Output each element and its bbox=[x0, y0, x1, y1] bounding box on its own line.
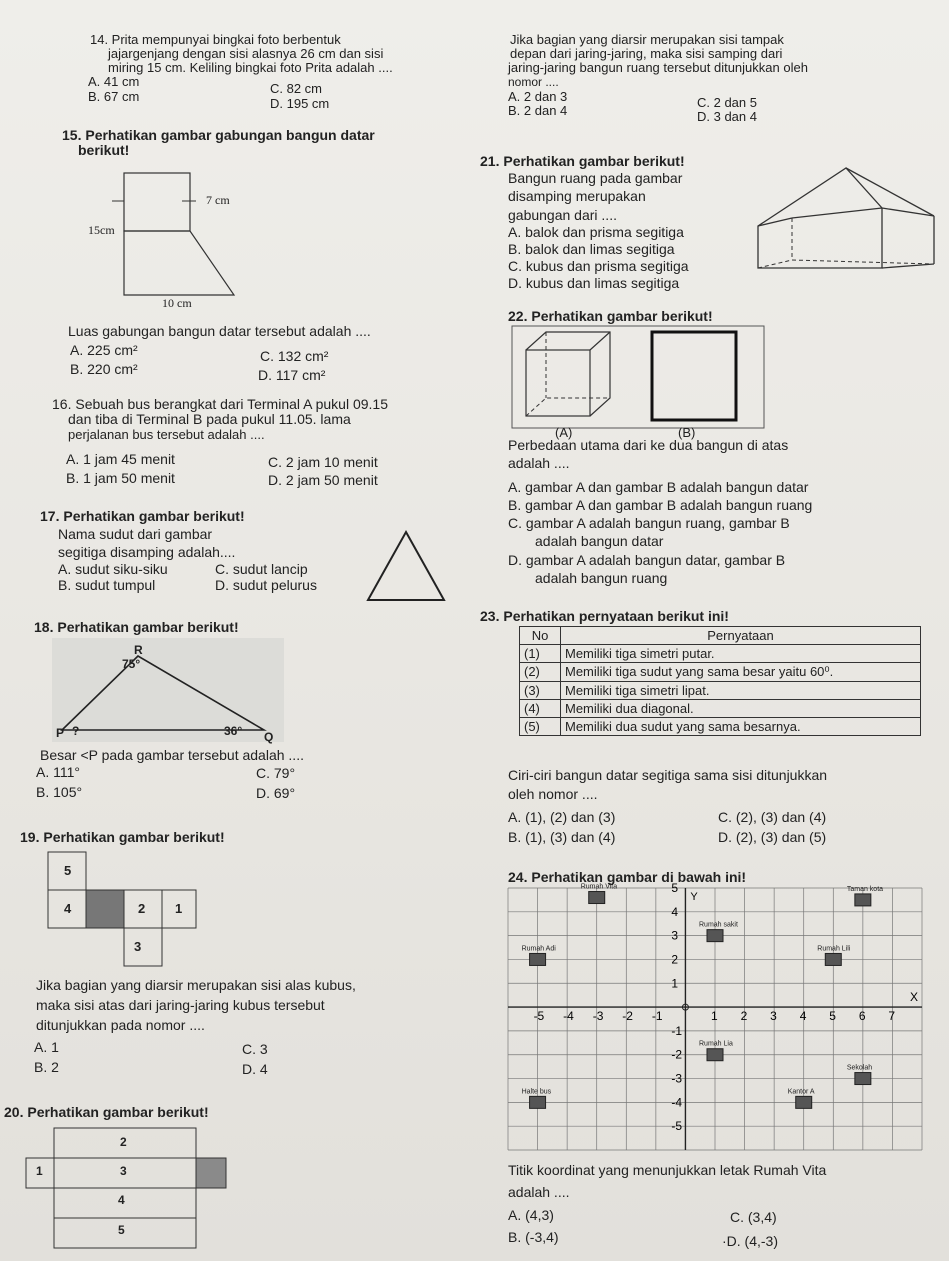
q23-statement-table bbox=[519, 626, 921, 736]
q22-option-c2: adalah bangun datar bbox=[535, 533, 664, 549]
q19-net-3: 3 bbox=[134, 939, 142, 954]
q18-vertex-q: Q bbox=[264, 730, 274, 744]
q19-option-a: A. 1 bbox=[34, 1039, 59, 1055]
q23-option-c: C. (2), (3) dan (4) bbox=[718, 809, 827, 825]
q22-line2: Perbedaan utama dari ke dua bangun di atas bbox=[508, 437, 789, 453]
q21-solid-figure bbox=[752, 160, 942, 276]
q24-option-b: B. (-3,4) bbox=[508, 1229, 559, 1245]
y-axis-label: Y bbox=[690, 891, 698, 903]
q16-line2: dan tiba di Terminal B pada pukul 11.05. lama bbox=[68, 411, 351, 427]
q15-option-c: C. 132 cm² bbox=[260, 348, 329, 364]
q21-option-d: D. kubus dan limas segitiga bbox=[508, 275, 680, 291]
q16-option-c: C. 2 jam 10 menit bbox=[268, 454, 378, 470]
place-label: Halte bus bbox=[521, 1088, 552, 1096]
table-row bbox=[520, 700, 921, 718]
q18-option-b: B. 105° bbox=[36, 784, 83, 800]
y-tick-label: -3 bbox=[671, 1071, 683, 1086]
q16-option-a: A. 1 jam 45 menit bbox=[66, 451, 175, 467]
q19-line4: ditunjukkan pada nomor .... bbox=[36, 1017, 205, 1033]
q22-label-b: (B) bbox=[678, 425, 696, 440]
q14r-line3: jaring-jaring bangun ruang tersebut ditunjukkan oleh bbox=[508, 60, 808, 75]
x-tick-label: -2 bbox=[622, 1009, 633, 1024]
q17-line1: 17. Perhatikan gambar berikut! bbox=[40, 508, 245, 524]
q23-row5-no: (5) bbox=[520, 718, 561, 736]
q14r-line2: depan dari jaring-jaring, maka sisi samping dari bbox=[510, 46, 783, 61]
q22-line1: 22. Perhatikan gambar berikut! bbox=[508, 308, 713, 324]
q15-option-a: A. 225 cm² bbox=[70, 342, 138, 358]
q24-coordinate-grid bbox=[508, 881, 922, 1150]
q17-option-a: A. sudut siku-siku bbox=[58, 561, 168, 577]
place-label: Rumah Vita bbox=[580, 883, 618, 891]
q16-line3: perjalanan bus tersebut adalah .... bbox=[68, 427, 265, 442]
y-tick-label: 4 bbox=[671, 904, 679, 919]
y-tick-label: -4 bbox=[671, 1095, 683, 1110]
q23-row2-text: Memiliki tiga sudut yang sama besar yaitu 60⁰. bbox=[561, 663, 921, 682]
place-marker bbox=[855, 894, 871, 906]
table-row bbox=[520, 718, 921, 736]
q19-option-c: C. 3 bbox=[242, 1041, 268, 1057]
q23-option-b: B. (1), (3) dan (4) bbox=[508, 829, 616, 845]
q18-option-a: A. 111° bbox=[36, 764, 80, 780]
q21-option-a: A. balok dan prisma segitiga bbox=[508, 224, 684, 240]
x-tick-label: -3 bbox=[592, 1009, 604, 1024]
q23-row3-no: (3) bbox=[520, 682, 561, 700]
q24-line2: Titik koordinat yang menunjukkan letak Rumah Vita bbox=[508, 1162, 827, 1178]
q19-option-b: B. 2 bbox=[34, 1059, 59, 1075]
q23-header-no: No bbox=[520, 627, 561, 645]
y-tick-label: 3 bbox=[671, 928, 679, 943]
q22-figures bbox=[512, 326, 764, 428]
q17-line2: Nama sudut dari gambar bbox=[58, 526, 213, 542]
q14r-line1: Jika bagian yang diarsir merupakan sisi tampak bbox=[510, 32, 784, 47]
q19-net-5: 5 bbox=[64, 863, 72, 878]
x-tick-label: 4 bbox=[799, 1009, 807, 1024]
q18-option-d: D. 69° bbox=[256, 785, 296, 801]
q18-vertex-p: P bbox=[56, 726, 65, 740]
place-marker bbox=[855, 1073, 871, 1085]
q14r-option-a: A. 2 dan 3 bbox=[508, 89, 568, 104]
place-marker bbox=[707, 1049, 723, 1061]
y-tick-label: -1 bbox=[671, 1023, 683, 1038]
q19-line2: Jika bagian yang diarsir merupakan sisi alas kubus, bbox=[36, 977, 356, 993]
q21-option-c: C. kubus dan prisma segitiga bbox=[508, 258, 689, 274]
y-tick-label: -5 bbox=[671, 1119, 683, 1134]
q19-net-2: 2 bbox=[138, 901, 146, 916]
x-tick-label: 3 bbox=[770, 1009, 777, 1024]
q22-label-a: (A) bbox=[555, 425, 573, 440]
q23-header-statement: Pernyataan bbox=[561, 627, 921, 645]
q16-option-d: D. 2 jam 50 menit bbox=[268, 472, 378, 488]
q20-line1: 20. Perhatikan gambar berikut! bbox=[4, 1104, 209, 1120]
q21-option-b: B. balok dan limas segitiga bbox=[508, 241, 675, 257]
q18-angle-unknown: ? bbox=[72, 724, 80, 738]
q20-cube-net bbox=[26, 1128, 230, 1252]
q20-net-2: 2 bbox=[120, 1135, 127, 1149]
q23-row2-no: (2) bbox=[520, 663, 561, 682]
q14-line3: miring 15 cm. Keliling bingkai foto Prita adalah .... bbox=[108, 60, 393, 75]
q17-option-b: B. sudut tumpul bbox=[58, 577, 156, 593]
q16-option-b: B. 1 jam 50 menit bbox=[66, 470, 175, 486]
q23-row4-no: (4) bbox=[520, 700, 561, 718]
q15-option-b: B. 220 cm² bbox=[70, 361, 138, 377]
q21-line4: gabungan dari .... bbox=[508, 207, 617, 223]
place-marker bbox=[707, 930, 723, 942]
q18-line1: 18. Perhatikan gambar berikut! bbox=[34, 619, 239, 635]
q18-angle-36: 36° bbox=[224, 724, 243, 738]
q15-line1: 15. Perhatikan gambar gabungan bangun datar bbox=[62, 127, 375, 143]
q15-line2: berikut! bbox=[78, 142, 130, 158]
q23-row5-text: Memiliki dua sudut yang sama besarnya. bbox=[561, 718, 921, 736]
place-marker bbox=[589, 892, 605, 904]
q22-option-d1: D. gambar A adalah bangun datar, gambar B bbox=[508, 552, 786, 568]
q18-question: Besar <P pada gambar tersebut adalah .... bbox=[40, 747, 304, 763]
q14-option-c: C. 82 cm bbox=[270, 81, 323, 96]
table-row bbox=[520, 663, 921, 682]
place-marker bbox=[530, 1096, 546, 1108]
q21-line2: Bangun ruang pada gambar bbox=[508, 170, 683, 186]
place-label: Sekolah bbox=[846, 1064, 873, 1072]
x-tick-label: 6 bbox=[858, 1009, 866, 1024]
place-label: Kantor A bbox=[787, 1088, 815, 1096]
x-tick-label: 1 bbox=[711, 1009, 718, 1024]
place-marker bbox=[530, 953, 546, 965]
q23-row4-text: Memiliki dua diagonal. bbox=[561, 700, 921, 718]
q15-question: Luas gabungan bangun datar tersebut adalah .... bbox=[68, 323, 371, 339]
q14r-option-d: D. 3 dan 4 bbox=[697, 109, 757, 124]
place-marker bbox=[796, 1096, 812, 1108]
x-tick-label: 5 bbox=[829, 1009, 836, 1024]
table-row bbox=[520, 645, 921, 663]
q23-line2: Ciri-ciri bangun datar segitiga sama sisi ditunjukkan bbox=[508, 767, 828, 783]
x-tick-label: 2 bbox=[740, 1009, 748, 1024]
x-axis-label: X bbox=[910, 990, 919, 1005]
q19-net-1: 1 bbox=[175, 901, 183, 916]
q21-line1: 21. Perhatikan gambar berikut! bbox=[480, 153, 685, 169]
q18-triangle-figure bbox=[52, 638, 284, 742]
x-tick-label: 7 bbox=[888, 1009, 896, 1024]
q16-line1: 16. Sebuah bus berangkat dari Terminal A pukul 09.15 bbox=[52, 396, 388, 412]
q23-row1-text: Memiliki tiga simetri putar. bbox=[561, 645, 921, 663]
q22-line3: adalah .... bbox=[508, 455, 570, 471]
q18-vertex-r: R bbox=[134, 643, 143, 657]
q19-net-4: 4 bbox=[64, 901, 72, 916]
y-tick-label: 2 bbox=[671, 952, 679, 967]
place-label: Rumah Lia bbox=[699, 1040, 733, 1048]
q23-row1-no: (1) bbox=[520, 645, 561, 663]
q23-option-a: A. (1), (2) dan (3) bbox=[508, 809, 616, 825]
q24-line3: adalah .... bbox=[508, 1184, 570, 1200]
q17-triangle bbox=[364, 528, 448, 604]
q24-option-d: ·D. (4,-3) bbox=[722, 1233, 778, 1249]
y-tick-label: 5 bbox=[671, 881, 679, 895]
q24-option-a: A. (4,3) bbox=[508, 1207, 554, 1223]
x-tick-label: -4 bbox=[563, 1009, 574, 1024]
x-tick-label: -5 bbox=[533, 1009, 545, 1024]
place-marker bbox=[825, 953, 841, 965]
q19-line3: maka sisi atas dari jaring-jaring kubus tersebut bbox=[36, 997, 325, 1013]
q23-row3-text: Memiliki tiga simetri lipat. bbox=[561, 682, 921, 700]
q21-line3: disamping merupakan bbox=[508, 188, 646, 204]
q15-label-10cm: 10 cm bbox=[162, 296, 192, 310]
q19-option-d: D. 4 bbox=[242, 1061, 268, 1077]
x-tick-label: -1 bbox=[651, 1009, 663, 1024]
q19-line1: 19. Perhatikan gambar berikut! bbox=[20, 829, 225, 845]
q23-line1: 23. Perhatikan pernyataan berikut ini! bbox=[480, 608, 729, 624]
q15-option-d: D. 117 cm² bbox=[258, 367, 326, 383]
q18-option-c: C. 79° bbox=[256, 765, 296, 781]
q14-option-d: D. 195 cm bbox=[270, 96, 330, 111]
place-label: Rumah sakit bbox=[699, 921, 738, 929]
q23-line3: oleh nomor .... bbox=[508, 786, 598, 802]
place-label: Taman kota bbox=[846, 885, 884, 893]
q20-net-4: 4 bbox=[118, 1193, 125, 1207]
q24-line1: 24. Perhatikan gambar di bawah ini! bbox=[508, 869, 747, 885]
q15-label-15cm: 15cm bbox=[88, 223, 115, 237]
q20-net-5: 5 bbox=[118, 1223, 125, 1237]
q20-net-1: 1 bbox=[36, 1164, 43, 1178]
q20-net-3: 3 bbox=[120, 1164, 127, 1178]
y-tick-label: 1 bbox=[671, 976, 679, 991]
q17-line3: segitiga disamping adalah.... bbox=[58, 544, 236, 560]
q14r-option-b: B. 2 dan 4 bbox=[508, 103, 568, 118]
q14-option-a: A. 41 cm bbox=[88, 74, 140, 89]
place-label: Rumah Adi bbox=[521, 945, 556, 953]
q14r-line4: nomor .... bbox=[508, 75, 559, 89]
q14-option-b: B. 67 cm bbox=[88, 89, 140, 104]
q22-option-d2: adalah bangun ruang bbox=[535, 570, 668, 586]
place-label: Rumah Lili bbox=[817, 945, 851, 953]
q22-option-c1: C. gambar A adalah bangun ruang, gambar B bbox=[508, 515, 790, 531]
y-tick-label: -2 bbox=[671, 1047, 683, 1062]
q22-option-a: A. gambar A dan gambar B adalah bangun datar bbox=[508, 479, 809, 495]
q14-line1: 14. Prita mempunyai bingkai foto berbentuk bbox=[90, 32, 341, 47]
q14-line2: jajargenjang dengan sisi alasnya 26 cm dan sisi bbox=[108, 46, 384, 61]
table-row bbox=[520, 682, 921, 700]
q23-option-d: D. (2), (3) dan (5) bbox=[718, 829, 827, 845]
q17-option-d: D. sudut pelurus bbox=[215, 577, 317, 593]
q15-label-7cm: 7 cm bbox=[206, 193, 230, 207]
q15-composite-shape bbox=[110, 165, 260, 315]
q22-option-b: B. gambar A dan gambar B adalah bangun ruang bbox=[508, 497, 813, 513]
q17-option-c: C. sudut lancip bbox=[215, 561, 308, 577]
q14r-option-c: C. 2 dan 5 bbox=[697, 95, 757, 110]
q18-angle-75: 75° bbox=[122, 657, 141, 671]
q24-option-c: C. (3,4) bbox=[730, 1209, 777, 1225]
q24-places bbox=[522, 884, 884, 1109]
